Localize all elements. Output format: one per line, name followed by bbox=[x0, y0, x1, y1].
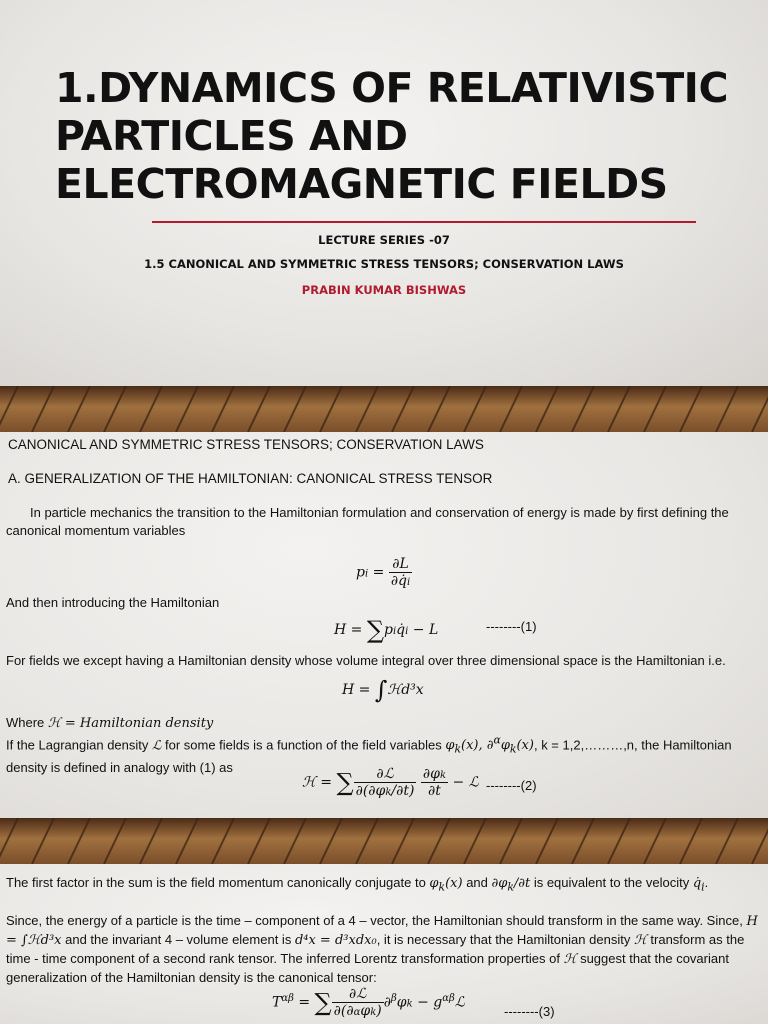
inline-math: ℋ = Hamiltonian density bbox=[47, 716, 214, 731]
text-fragment: If the Lagrangian density bbox=[6, 737, 152, 753]
equation-canonical-tensor: $T^{\alpha\beta}$ = ∑ $\frac{\text{∂ℒ}}{\text{∂(∂αφk)}}$ $\partial^\beta\varphi k - g^{\alpha\beta}ℒ$ bbox=[272, 986, 465, 1019]
text-label: Where bbox=[6, 715, 48, 730]
equation-hamiltonian-integral: H = ∫ℋd³x bbox=[342, 676, 424, 704]
section-heading: CANONICAL AND SYMMETRIC STRESS TENSORS; CONSERVATION LAWS bbox=[8, 437, 484, 452]
title-line: ELECTROMAGNETIC FIELDS bbox=[55, 160, 668, 208]
paragraph: If the Lagrangian density ℒ for some fields is a function of the field variables $\varphi_k(x)$, $\partial^\alpha\varphi_k(x)$, k = 1,2,………,n, the Hamiltonian density is defined in analogy with (1) as bbox=[6, 734, 732, 775]
paragraph: The first factor in the sum is the field momentum canonically conjugate to $\varphi_k(x)$ and $\partial\varphi_k/\partial t$ is equivalent to the velocity $q̇_i$. bbox=[6, 875, 709, 894]
paragraph: For fields we except having a Hamiltonian density whose volume integral over three dimensional space is the Hamiltonian i.e. bbox=[6, 653, 726, 668]
title-divider bbox=[152, 221, 696, 223]
title-slide bbox=[0, 0, 768, 386]
text-fragment: , k = 1,2,………,n, the Hamiltonian density is defined in analogy with (1) as bbox=[6, 737, 732, 775]
text-fragment: and bbox=[462, 875, 492, 890]
text-fragment: , it is necessary that the Hamiltonian density bbox=[376, 932, 634, 947]
equation-hamiltonian: H = ∑piq̇i − L bbox=[334, 616, 439, 644]
paragraph: Since, the energy of a particle is the time – component of a 4 – vector, the Hamiltonian should transform in the same way. Since, H = ∫ℋd³x and the invariant 4 – volume element is d⁴x = d³xdx₀, it is necessary that the Hamiltonian density ℋ transform as the time - time component of a second rank tensor. The inferred Lorentz transformation properties of ℋ suggest that the covariant generalization of the Hamiltonian density is the canonical tensor: bbox=[6, 913, 758, 985]
text-fragment: Since, the energy of a particle is the time – component of a 4 – vector, the Hamiltonian should transform in the same way. Since, bbox=[6, 913, 747, 928]
text-fragment: transform as the time - time component of a second rank tensor. The inferred Lorentz transformation properties of bbox=[6, 932, 745, 966]
lecture-series: LECTURE SERIES -07 bbox=[318, 233, 450, 247]
content-slide-hamiltonian bbox=[0, 432, 768, 818]
title-line: PARTICLES AND bbox=[55, 112, 408, 160]
equation-tag: --------(3) bbox=[504, 1004, 555, 1019]
paragraph: And then introducing the Hamiltonian bbox=[6, 595, 220, 610]
equation-hamiltonian-density: ℋ = ∑ $\frac{\text{∂ℒ}}{\partial(\partial\varphi k/\partial t)}$ $\frac{\partial\varphi k}{\partial t}$ − ℒ bbox=[302, 766, 479, 799]
lecture-topic: 1.5 CANONICAL AND SYMMETRIC STRESS TENSORS; CONSERVATION LAWS bbox=[144, 257, 624, 271]
title-line: 1.DYNAMICS OF RELATIVISTIC bbox=[55, 64, 729, 112]
text-fragment: and the invariant 4 – volume element is bbox=[61, 932, 295, 947]
equation-canonical-momentum: pi = $\frac{\partial L}{\partial q̇i}$ bbox=[356, 556, 411, 589]
wood-floor-band bbox=[0, 818, 768, 864]
equation-tag: --------(2) bbox=[486, 778, 537, 793]
text-fragment: for some fields is a function of the field variables bbox=[161, 737, 446, 753]
content-slide-canonical-tensor bbox=[0, 864, 768, 1024]
paragraph bbox=[6, 714, 213, 733]
slide-title bbox=[55, 64, 745, 208]
wood-floor-band bbox=[0, 386, 768, 432]
section-subheading: A. GENERALIZATION OF THE HAMILTONIAN: CANONICAL STRESS TENSOR bbox=[8, 471, 493, 486]
wood-texture bbox=[0, 818, 768, 864]
paragraph: In particle mechanics the transition to the Hamiltonian formulation and conservation of energy is made by first defining the canonical momentum variables bbox=[6, 505, 729, 538]
text-fragment: is equivalent to the velocity bbox=[530, 875, 693, 890]
wood-texture bbox=[0, 386, 768, 432]
equation-tag: --------(1) bbox=[486, 619, 537, 634]
text-fragment: suggest that the covariant generalization of the Hamiltonian density is the canonical tensor: bbox=[6, 951, 729, 985]
author-name: PRABIN KUMAR BISHWAS bbox=[301, 283, 467, 297]
text-fragment: The first factor in the sum is the field momentum canonically conjugate to bbox=[6, 875, 430, 890]
